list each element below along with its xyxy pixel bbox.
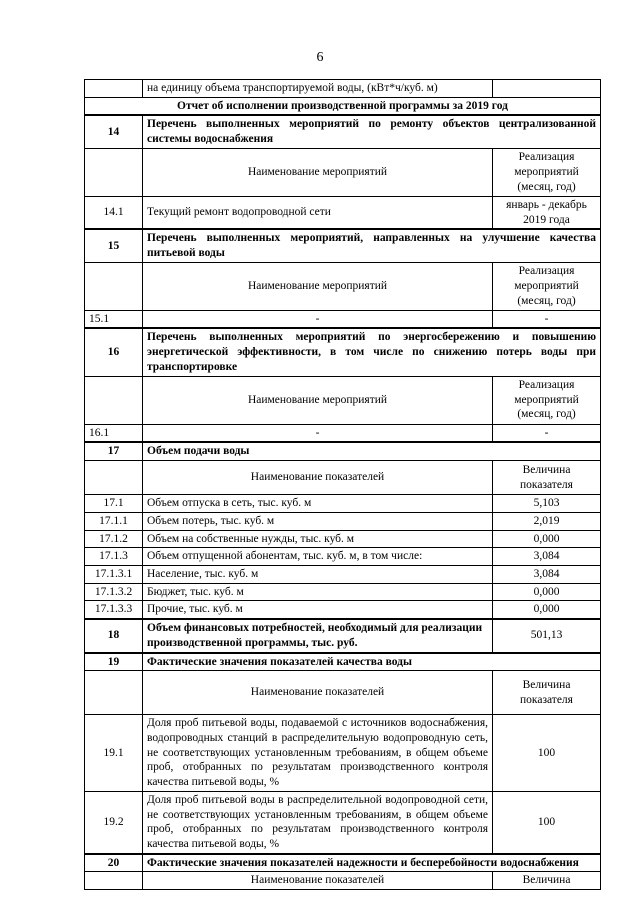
column-header-row	[85, 872, 601, 890]
row-name: Объем на собственные нужды, тыс. куб. м	[143, 530, 493, 548]
row-name: Текущий ремонт водопроводной сети	[143, 196, 493, 229]
table-row	[85, 565, 601, 583]
row-value: 3,084	[493, 565, 601, 583]
row-name: Доля проб питьевой воды в распределительной водопроводной сети, не соответствующих установленным требованиям, в общем объеме проб, отобранных по результатам производственного контроля качества питьевой воды, %	[143, 791, 493, 853]
table-row	[85, 791, 601, 853]
row-name: -	[143, 310, 493, 328]
section-number: 19	[85, 653, 143, 671]
row-value: 100	[493, 715, 601, 792]
row-number: 16.1	[85, 424, 143, 442]
row-value: 2,019	[493, 512, 601, 530]
column-header-name: Наименование мероприятий	[143, 262, 493, 310]
section-16-header	[85, 328, 601, 376]
section-title: Перечень выполненных мероприятий, направленных на улучшение качества питьевой воды	[143, 229, 601, 262]
section-17-header	[85, 442, 601, 460]
column-header-value: Величина показателя	[493, 461, 601, 495]
section-title: Объем подачи воды	[143, 442, 601, 460]
row-number: 14.1	[85, 196, 143, 229]
section-15-header	[85, 229, 601, 262]
column-header-name: Наименование показателей	[143, 671, 493, 715]
row-number: 17.1.3.2	[85, 583, 143, 601]
column-header-name: Наименование показателей	[143, 461, 493, 495]
table-row	[85, 80, 601, 98]
table-row	[85, 424, 601, 442]
row-name: Бюджет, тыс. куб. м	[143, 583, 493, 601]
section-title: Фактические значения показателей надежности и бесперебойности водоснабжения	[143, 854, 601, 872]
page-number: 6	[316, 50, 324, 65]
table-row	[85, 601, 601, 619]
column-header-row	[85, 671, 601, 715]
section-20-header	[85, 854, 601, 872]
row-number: 17.1.3.3	[85, 601, 143, 619]
column-header-row	[85, 148, 601, 196]
section-title: Фактические значения показателей качества воды	[143, 653, 601, 671]
column-header-value: Величина	[493, 872, 601, 890]
section-title: Перечень выполненных мероприятий по энергосбережению и повышению энергетической эффективности, в том числе по снижению потерь воды при транспортировке	[143, 328, 601, 376]
section-19-header	[85, 653, 601, 671]
row-name: Население, тыс. куб. м	[143, 565, 493, 583]
row-name: Объем отпуска в сеть, тыс. куб. м	[143, 495, 493, 513]
row-number: 17.1	[85, 495, 143, 513]
row-name: -	[143, 424, 493, 442]
row-name: Объем потерь, тыс. куб. м	[143, 512, 493, 530]
section-number: 14	[85, 115, 143, 148]
column-header-row	[85, 461, 601, 495]
row-text: на единицу объема транспортируемой воды, (кВт*ч/куб. м)	[143, 80, 493, 98]
row-number: 17.1.1	[85, 512, 143, 530]
row-value: -	[493, 424, 601, 442]
section-title: Перечень выполненных мероприятий по ремонту объектов централизованной системы водоснабжения	[143, 115, 601, 148]
table-row	[85, 196, 601, 229]
section-18-row	[85, 619, 601, 652]
row-number: 17.1.2	[85, 530, 143, 548]
row-name: Объем отпущенной абонентам, тыс. куб. м, в том числе:	[143, 548, 493, 566]
row-number: 15.1	[85, 310, 143, 328]
section-number: 18	[85, 619, 143, 652]
row-value: 0,000	[493, 530, 601, 548]
report-title: Отчет об исполнении производственной программы за 2019 год	[85, 97, 601, 115]
column-header-name: Наименование мероприятий	[143, 148, 493, 196]
column-header-row	[85, 262, 601, 310]
row-value: 3,084	[493, 548, 601, 566]
row-number: 17.1.3	[85, 548, 143, 566]
section-number: 17	[85, 442, 143, 460]
column-header-value: Реализация мероприятий (месяц, год)	[493, 148, 601, 196]
table-row	[85, 530, 601, 548]
section-title: Объем финансовых потребностей, необходимый для реализации производственной программы, тыс. руб.	[143, 619, 493, 652]
row-value: 100	[493, 791, 601, 853]
column-header-value: Реализация мероприятий (месяц, год)	[493, 376, 601, 424]
table-row	[85, 310, 601, 328]
section-number: 15	[85, 229, 143, 262]
row-value: -	[493, 310, 601, 328]
table-row	[85, 548, 601, 566]
row-value: 0,000	[493, 583, 601, 601]
column-header-name: Наименование мероприятий	[143, 376, 493, 424]
column-header-name: Наименование показателей	[143, 872, 493, 890]
table-row	[85, 97, 601, 115]
table-row	[85, 512, 601, 530]
production-program-table	[84, 79, 601, 890]
row-value: 501,13	[493, 619, 601, 652]
section-number: 16	[85, 328, 143, 376]
section-number: 20	[85, 854, 143, 872]
row-value: январь - декабрь 2019 года	[493, 196, 601, 229]
row-value: 0,000	[493, 601, 601, 619]
row-name: Прочие, тыс. куб. м	[143, 601, 493, 619]
column-header-row	[85, 376, 601, 424]
row-number: 19.2	[85, 791, 143, 853]
row-number: 17.1.3.1	[85, 565, 143, 583]
table-row	[85, 495, 601, 513]
row-value: 5,103	[493, 495, 601, 513]
row-name: Доля проб питьевой воды, подаваемой с источников водоснабжения, водопроводных станций в распределительную водопроводную сеть, не соответствующих установленным требованиям, в общем объеме проб, отобранных по результатам производственного контроля качества питьевой воды, %	[143, 715, 493, 792]
section-14-header	[85, 115, 601, 148]
column-header-value: Реализация мероприятий (месяц, год)	[493, 262, 601, 310]
column-header-value: Величина показателя	[493, 671, 601, 715]
row-number: 19.1	[85, 715, 143, 792]
table-row	[85, 715, 601, 792]
table-row	[85, 583, 601, 601]
